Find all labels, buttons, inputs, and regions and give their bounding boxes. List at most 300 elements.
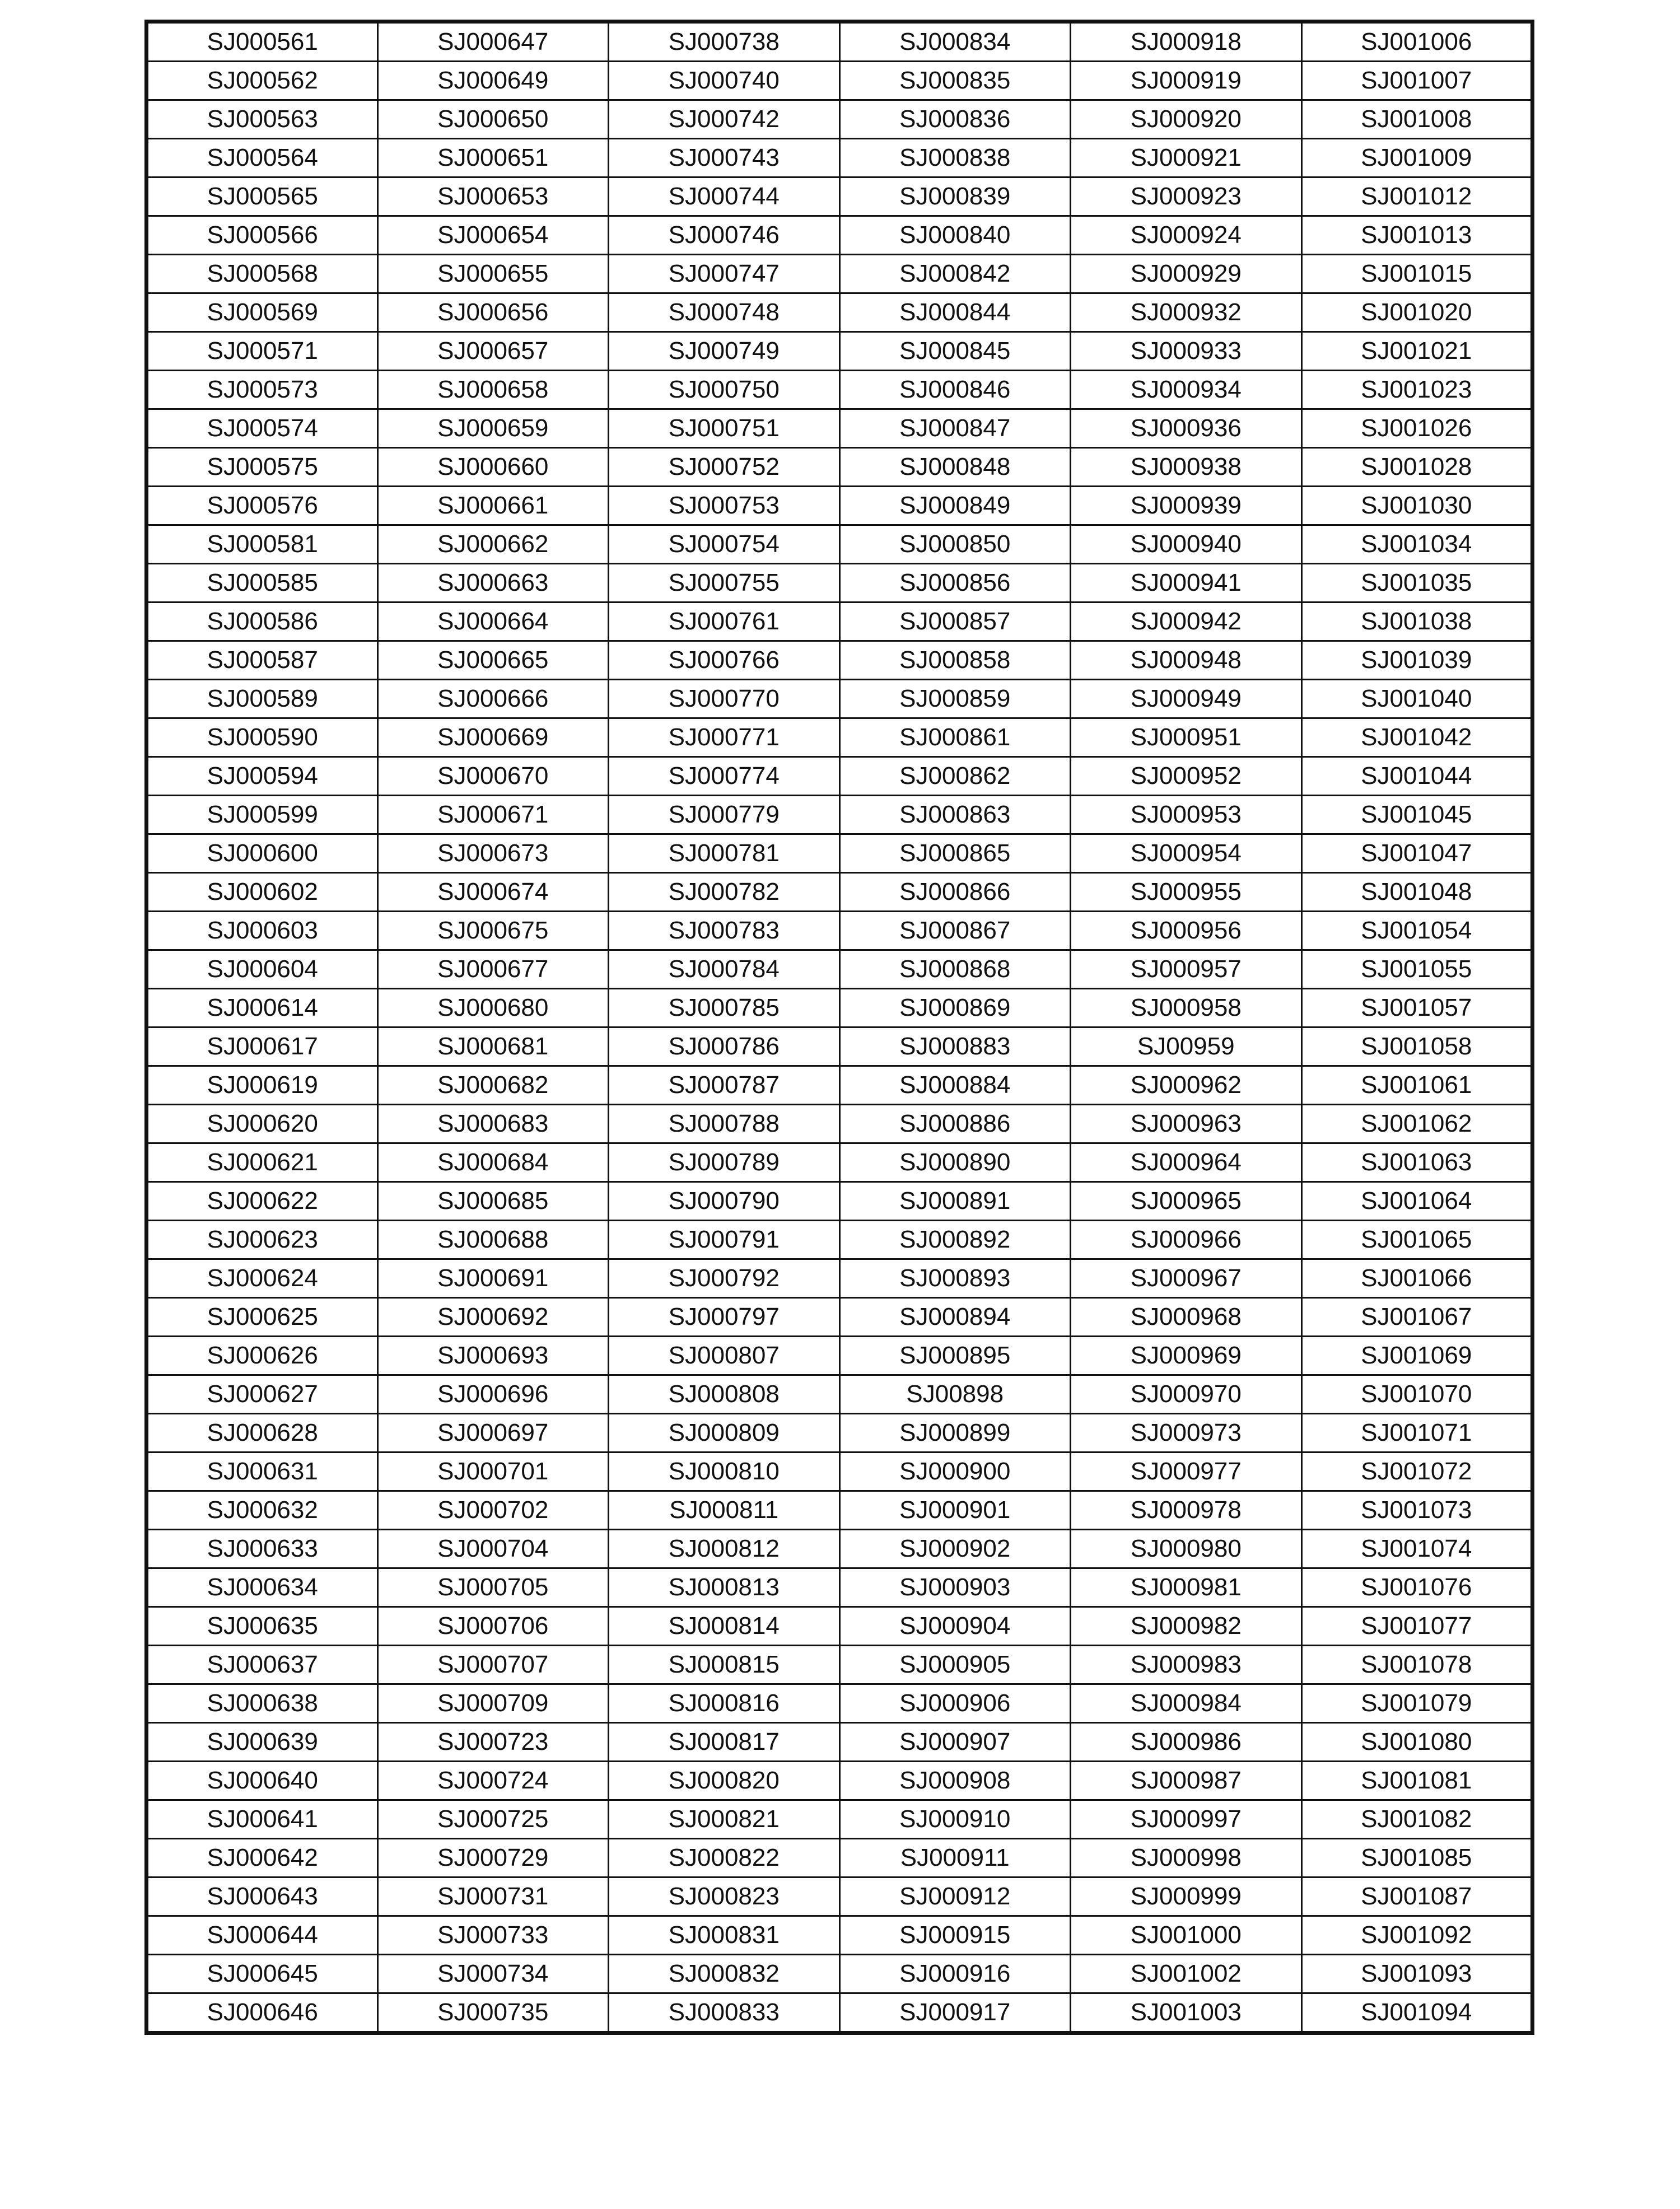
table-cell: SJ000942 <box>1071 603 1302 641</box>
table-row <box>147 178 1533 216</box>
table-cell: SJ001070 <box>1301 1375 1533 1414</box>
table-cell: SJ000647 <box>377 22 609 62</box>
table-cell: SJ000562 <box>147 62 378 100</box>
table-cell: SJ000901 <box>839 1491 1071 1530</box>
table-cell: SJ001080 <box>1301 1723 1533 1762</box>
table-cell: SJ001039 <box>1301 641 1533 680</box>
table-cell: SJ000956 <box>1071 912 1302 950</box>
table-cell: SJ001030 <box>1301 487 1533 525</box>
table-cell: SJ001071 <box>1301 1414 1533 1453</box>
table-cell: SJ001063 <box>1301 1143 1533 1182</box>
table-cell: SJ000585 <box>147 564 378 603</box>
table-cell: SJ000813 <box>609 1568 840 1607</box>
table-cell: SJ000655 <box>377 255 609 293</box>
table-cell: SJ001072 <box>1301 1453 1533 1491</box>
table-cell: SJ000705 <box>377 1568 609 1607</box>
table-cell: SJ001066 <box>1301 1259 1533 1298</box>
table-cell: SJ000733 <box>377 1916 609 1955</box>
table-row <box>147 487 1533 525</box>
table-cell: SJ000659 <box>377 409 609 448</box>
table-cell: SJ000639 <box>147 1723 378 1762</box>
table-cell: SJ001054 <box>1301 912 1533 950</box>
table-row <box>147 1800 1533 1839</box>
table-cell: SJ000916 <box>839 1955 1071 1993</box>
table-row <box>147 873 1533 912</box>
table-cell: SJ001044 <box>1301 757 1533 796</box>
table-cell: SJ001069 <box>1301 1337 1533 1375</box>
table-cell: SJ000920 <box>1071 100 1302 139</box>
table-cell: SJ001077 <box>1301 1607 1533 1646</box>
table-cell: SJ000894 <box>839 1298 1071 1337</box>
table-cell: SJ001015 <box>1301 255 1533 293</box>
table-cell: SJ000663 <box>377 564 609 603</box>
table-cell: SJ000983 <box>1071 1646 1302 1684</box>
table-cell: SJ000770 <box>609 680 840 718</box>
table-cell: SJ000847 <box>839 409 1071 448</box>
table-cell: SJ000779 <box>609 796 840 834</box>
table-cell: SJ000744 <box>609 178 840 216</box>
table-cell: SJ000892 <box>839 1221 1071 1259</box>
table-row <box>147 1375 1533 1414</box>
table-cell: SJ000738 <box>609 22 840 62</box>
table-cell: SJ000640 <box>147 1762 378 1800</box>
table-cell: SJ000564 <box>147 139 378 178</box>
table-cell: SJ000621 <box>147 1143 378 1182</box>
table-row <box>147 1143 1533 1182</box>
table-cell: SJ001076 <box>1301 1568 1533 1607</box>
table-cell: SJ000658 <box>377 371 609 409</box>
table-cell: SJ001079 <box>1301 1684 1533 1723</box>
table-cell: SJ000791 <box>609 1221 840 1259</box>
table-cell: SJ001000 <box>1071 1916 1302 1955</box>
table-cell: SJ000566 <box>147 216 378 255</box>
table-cell: SJ000664 <box>377 603 609 641</box>
table-cell: SJ000815 <box>609 1646 840 1684</box>
table-row <box>147 1916 1533 1955</box>
table-cell: SJ001021 <box>1301 332 1533 371</box>
table-cell: SJ000634 <box>147 1568 378 1607</box>
table-cell: SJ000997 <box>1071 1800 1302 1839</box>
table-cell: SJ000863 <box>839 796 1071 834</box>
table-cell: SJ000681 <box>377 1028 609 1066</box>
table-cell: SJ001038 <box>1301 603 1533 641</box>
table-cell: SJ000821 <box>609 1800 840 1839</box>
table-cell: SJ000865 <box>839 834 1071 873</box>
table-row <box>147 1028 1533 1066</box>
table-cell: SJ000939 <box>1071 487 1302 525</box>
table-cell: SJ001012 <box>1301 178 1533 216</box>
table-cell: SJ001078 <box>1301 1646 1533 1684</box>
table-cell: SJ000910 <box>839 1800 1071 1839</box>
table-cell: SJ000886 <box>839 1105 1071 1143</box>
table-cell: SJ001020 <box>1301 293 1533 332</box>
table-cell: SJ000905 <box>839 1646 1071 1684</box>
table-cell: SJ001008 <box>1301 100 1533 139</box>
table-cell: SJ000654 <box>377 216 609 255</box>
id-table <box>144 20 1534 2035</box>
table-cell: SJ001042 <box>1301 718 1533 757</box>
table-cell: SJ001094 <box>1301 1993 1533 2033</box>
table-cell: SJ000587 <box>147 641 378 680</box>
table-cell: SJ000632 <box>147 1491 378 1530</box>
table-cell: SJ000967 <box>1071 1259 1302 1298</box>
table-cell: SJ000900 <box>839 1453 1071 1491</box>
table-cell: SJ000903 <box>839 1568 1071 1607</box>
table-cell: SJ000982 <box>1071 1607 1302 1646</box>
table-cell: SJ000969 <box>1071 1337 1302 1375</box>
table-cell: SJ000638 <box>147 1684 378 1723</box>
table-cell: SJ000835 <box>839 62 1071 100</box>
table-cell: SJ000614 <box>147 989 378 1028</box>
table-cell: SJ000962 <box>1071 1066 1302 1105</box>
table-cell: SJ000706 <box>377 1607 609 1646</box>
table-cell: SJ000807 <box>609 1337 840 1375</box>
table-cell: SJ000704 <box>377 1530 609 1568</box>
table-cell: SJ000999 <box>1071 1878 1302 1916</box>
table-row <box>147 718 1533 757</box>
table-cell: SJ000752 <box>609 448 840 487</box>
table-row <box>147 989 1533 1028</box>
table-cell: SJ000848 <box>839 448 1071 487</box>
table-row <box>147 564 1533 603</box>
table-cell: SJ000677 <box>377 950 609 989</box>
table-cell: SJ000574 <box>147 409 378 448</box>
table-cell: SJ000724 <box>377 1762 609 1800</box>
table-cell: SJ000729 <box>377 1839 609 1878</box>
table-cell: SJ001087 <box>1301 1878 1533 1916</box>
table-row <box>147 1646 1533 1684</box>
table-cell: SJ000838 <box>839 139 1071 178</box>
table-cell: SJ000626 <box>147 1337 378 1375</box>
table-cell: SJ000688 <box>377 1221 609 1259</box>
table-cell: SJ000869 <box>839 989 1071 1028</box>
table-cell: SJ001026 <box>1301 409 1533 448</box>
table-cell: SJ000845 <box>839 332 1071 371</box>
table-cell: SJ000915 <box>839 1916 1071 1955</box>
table-cell: SJ001067 <box>1301 1298 1533 1337</box>
table-cell: SJ000637 <box>147 1646 378 1684</box>
table-cell: SJ000750 <box>609 371 840 409</box>
table-cell: SJ001035 <box>1301 564 1533 603</box>
table-cell: SJ000973 <box>1071 1414 1302 1453</box>
table-row <box>147 1684 1533 1723</box>
table-cell: SJ000977 <box>1071 1453 1302 1491</box>
table-cell: SJ000644 <box>147 1916 378 1955</box>
table-cell: SJ000641 <box>147 1800 378 1839</box>
table-cell: SJ000701 <box>377 1453 609 1491</box>
table-cell: SJ000576 <box>147 487 378 525</box>
table-cell: SJ000581 <box>147 525 378 564</box>
table-row <box>147 139 1533 178</box>
table-cell: SJ000603 <box>147 912 378 950</box>
table-cell: SJ000666 <box>377 680 609 718</box>
table-cell: SJ000912 <box>839 1878 1071 1916</box>
table-row <box>147 912 1533 950</box>
table-cell: SJ000675 <box>377 912 609 950</box>
table-cell: SJ000986 <box>1071 1723 1302 1762</box>
table-cell: SJ000849 <box>839 487 1071 525</box>
table-row <box>147 1762 1533 1800</box>
table-cell: SJ000788 <box>609 1105 840 1143</box>
table-cell: SJ000680 <box>377 989 609 1028</box>
table-cell: SJ000842 <box>839 255 1071 293</box>
table-cell: SJ000691 <box>377 1259 609 1298</box>
table-cell: SJ000749 <box>609 332 840 371</box>
table-cell: SJ001074 <box>1301 1530 1533 1568</box>
table-cell: SJ000861 <box>839 718 1071 757</box>
table-cell: SJ000856 <box>839 564 1071 603</box>
table-row <box>147 22 1533 62</box>
table-cell: SJ000645 <box>147 1955 378 1993</box>
table-cell: SJ000953 <box>1071 796 1302 834</box>
table-cell: SJ000938 <box>1071 448 1302 487</box>
table-cell: SJ001045 <box>1301 796 1533 834</box>
table-cell: SJ000619 <box>147 1066 378 1105</box>
table-cell: SJ000766 <box>609 641 840 680</box>
table-row <box>147 1337 1533 1375</box>
table-cell: SJ000692 <box>377 1298 609 1337</box>
table-cell: SJ000839 <box>839 178 1071 216</box>
table-cell: SJ000952 <box>1071 757 1302 796</box>
table-cell: SJ000955 <box>1071 873 1302 912</box>
table-cell: SJ001081 <box>1301 1762 1533 1800</box>
table-cell: SJ000674 <box>377 873 609 912</box>
table-cell: SJ000784 <box>609 950 840 989</box>
table-cell: SJ000565 <box>147 178 378 216</box>
table-cell: SJ001082 <box>1301 1800 1533 1839</box>
table-cell: SJ000786 <box>609 1028 840 1066</box>
table-cell: SJ000816 <box>609 1684 840 1723</box>
table-cell: SJ000594 <box>147 757 378 796</box>
table-cell: SJ000846 <box>839 371 1071 409</box>
table-cell: SJ000604 <box>147 950 378 989</box>
table-cell: SJ000862 <box>839 757 1071 796</box>
table-cell: SJ000657 <box>377 332 609 371</box>
table-cell: SJ000602 <box>147 873 378 912</box>
table-cell: SJ000651 <box>377 139 609 178</box>
table-cell: SJ000924 <box>1071 216 1302 255</box>
table-row <box>147 448 1533 487</box>
table-cell: SJ000702 <box>377 1491 609 1530</box>
table-cell: SJ000617 <box>147 1028 378 1066</box>
table-cell: SJ000817 <box>609 1723 840 1762</box>
table-row <box>147 1453 1533 1491</box>
table-cell: SJ000970 <box>1071 1375 1302 1414</box>
table-row <box>147 371 1533 409</box>
table-cell: SJ000682 <box>377 1066 609 1105</box>
table-cell: SJ000649 <box>377 62 609 100</box>
table-cell: SJ000810 <box>609 1453 840 1491</box>
table-cell: SJ000761 <box>609 603 840 641</box>
table-row <box>147 525 1533 564</box>
table-row <box>147 1993 1533 2033</box>
table-cell: SJ000899 <box>839 1414 1071 1453</box>
table-cell: SJ000696 <box>377 1375 609 1414</box>
table-cell: SJ000981 <box>1071 1568 1302 1607</box>
table-cell: SJ000929 <box>1071 255 1302 293</box>
table-cell: SJ000868 <box>839 950 1071 989</box>
table-cell: SJ000623 <box>147 1221 378 1259</box>
table-cell: SJ000809 <box>609 1414 840 1453</box>
table-cell: SJ000792 <box>609 1259 840 1298</box>
table-cell: SJ000808 <box>609 1375 840 1414</box>
table-cell: SJ000911 <box>839 1839 1071 1878</box>
table-cell: SJ000964 <box>1071 1143 1302 1182</box>
table-cell: SJ000563 <box>147 100 378 139</box>
table-cell: SJ000725 <box>377 1800 609 1839</box>
table-cell: SJ000814 <box>609 1607 840 1646</box>
table-cell: SJ001062 <box>1301 1105 1533 1143</box>
table-cell: SJ001048 <box>1301 873 1533 912</box>
table-cell: SJ000949 <box>1071 680 1302 718</box>
table-cell: SJ000834 <box>839 22 1071 62</box>
table-row <box>147 641 1533 680</box>
table-cell: SJ000575 <box>147 448 378 487</box>
table-cell: SJ001073 <box>1301 1491 1533 1530</box>
table-row <box>147 1066 1533 1105</box>
table-cell: SJ000987 <box>1071 1762 1302 1800</box>
table-row <box>147 1568 1533 1607</box>
table-cell: SJ000751 <box>609 409 840 448</box>
table-cell: SJ000754 <box>609 525 840 564</box>
table-cell: SJ001065 <box>1301 1221 1533 1259</box>
table-cell: SJ000625 <box>147 1298 378 1337</box>
table-cell: SJ000620 <box>147 1105 378 1143</box>
table-cell: SJ000709 <box>377 1684 609 1723</box>
table-cell: SJ001006 <box>1301 22 1533 62</box>
table-cell: SJ00898 <box>839 1375 1071 1414</box>
table-cell: SJ000966 <box>1071 1221 1302 1259</box>
table-cell: SJ000904 <box>839 1607 1071 1646</box>
table-cell: SJ000707 <box>377 1646 609 1684</box>
table-cell: SJ000902 <box>839 1530 1071 1568</box>
table-cell: SJ000624 <box>147 1259 378 1298</box>
table-cell: SJ000731 <box>377 1878 609 1916</box>
table-row <box>147 1839 1533 1878</box>
table-cell: SJ000918 <box>1071 22 1302 62</box>
table-cell: SJ000673 <box>377 834 609 873</box>
table-cell: SJ000785 <box>609 989 840 1028</box>
table-cell: SJ000568 <box>147 255 378 293</box>
table-row <box>147 1530 1533 1568</box>
table-cell: SJ000697 <box>377 1414 609 1453</box>
table-cell: SJ000891 <box>839 1182 1071 1221</box>
table-cell: SJ001058 <box>1301 1028 1533 1066</box>
table-cell: SJ000958 <box>1071 989 1302 1028</box>
table-cell: SJ000693 <box>377 1337 609 1375</box>
table-cell: SJ000683 <box>377 1105 609 1143</box>
table-cell: SJ000859 <box>839 680 1071 718</box>
table-cell: SJ000936 <box>1071 409 1302 448</box>
table-cell: SJ000917 <box>839 1993 1071 2033</box>
table-cell: SJ001093 <box>1301 1955 1533 1993</box>
table-cell: SJ000569 <box>147 293 378 332</box>
table-cell: SJ000867 <box>839 912 1071 950</box>
table-cell: SJ000844 <box>839 293 1071 332</box>
table-cell: SJ000811 <box>609 1491 840 1530</box>
table-cell: SJ000812 <box>609 1530 840 1568</box>
table-cell: SJ001061 <box>1301 1066 1533 1105</box>
table-row <box>147 757 1533 796</box>
table-cell: SJ000774 <box>609 757 840 796</box>
table-cell: SJ000656 <box>377 293 609 332</box>
table-cell: SJ000669 <box>377 718 609 757</box>
table-cell: SJ000822 <box>609 1839 840 1878</box>
table-cell: SJ000635 <box>147 1607 378 1646</box>
table-cell: SJ001034 <box>1301 525 1533 564</box>
table-cell: SJ000660 <box>377 448 609 487</box>
table-row <box>147 100 1533 139</box>
table-row <box>147 1298 1533 1337</box>
table-cell: SJ000740 <box>609 62 840 100</box>
table-row <box>147 1491 1533 1530</box>
table-cell: SJ000646 <box>147 1993 378 2033</box>
table-cell: SJ000957 <box>1071 950 1302 989</box>
table-cell: SJ000890 <box>839 1143 1071 1182</box>
table-cell: SJ000893 <box>839 1259 1071 1298</box>
table-cell: SJ000643 <box>147 1878 378 1916</box>
table-cell: SJ000662 <box>377 525 609 564</box>
table-cell: SJ001047 <box>1301 834 1533 873</box>
table-row <box>147 332 1533 371</box>
table-cell: SJ000661 <box>377 487 609 525</box>
table-cell: SJ001092 <box>1301 1916 1533 1955</box>
table-cell: SJ000978 <box>1071 1491 1302 1530</box>
table-cell: SJ000783 <box>609 912 840 950</box>
table-row <box>147 409 1533 448</box>
table-cell: SJ00959 <box>1071 1028 1302 1066</box>
table-cell: SJ000742 <box>609 100 840 139</box>
table-row <box>147 62 1533 100</box>
table-cell: SJ000653 <box>377 178 609 216</box>
table-cell: SJ000723 <box>377 1723 609 1762</box>
table-cell: SJ000787 <box>609 1066 840 1105</box>
table-row <box>147 1221 1533 1259</box>
table-cell: SJ000573 <box>147 371 378 409</box>
table-row <box>147 950 1533 989</box>
table-cell: SJ000963 <box>1071 1105 1302 1143</box>
table-cell: SJ000934 <box>1071 371 1302 409</box>
table-cell: SJ000866 <box>839 873 1071 912</box>
table-row <box>147 1259 1533 1298</box>
table-cell: SJ001003 <box>1071 1993 1302 2033</box>
table-cell: SJ000850 <box>839 525 1071 564</box>
table-row <box>147 293 1533 332</box>
table-cell: SJ000650 <box>377 100 609 139</box>
table-cell: SJ000747 <box>609 255 840 293</box>
table-cell: SJ000940 <box>1071 525 1302 564</box>
table-cell: SJ000790 <box>609 1182 840 1221</box>
table-cell: SJ000684 <box>377 1143 609 1182</box>
table-cell: SJ000933 <box>1071 332 1302 371</box>
table-cell: SJ000734 <box>377 1955 609 1993</box>
table-cell: SJ000941 <box>1071 564 1302 603</box>
table-cell: SJ000633 <box>147 1530 378 1568</box>
table-cell: SJ000590 <box>147 718 378 757</box>
table-cell: SJ000665 <box>377 641 609 680</box>
table-row <box>147 834 1533 873</box>
table-cell: SJ000980 <box>1071 1530 1302 1568</box>
table-cell: SJ000833 <box>609 1993 840 2033</box>
table-cell: SJ000642 <box>147 1839 378 1878</box>
table-cell: SJ000600 <box>147 834 378 873</box>
table-row <box>147 1607 1533 1646</box>
table-cell: SJ000789 <box>609 1143 840 1182</box>
id-table-body <box>147 22 1533 2033</box>
table-cell: SJ000735 <box>377 1993 609 2033</box>
table-cell: SJ000840 <box>839 216 1071 255</box>
table-cell: SJ000586 <box>147 603 378 641</box>
